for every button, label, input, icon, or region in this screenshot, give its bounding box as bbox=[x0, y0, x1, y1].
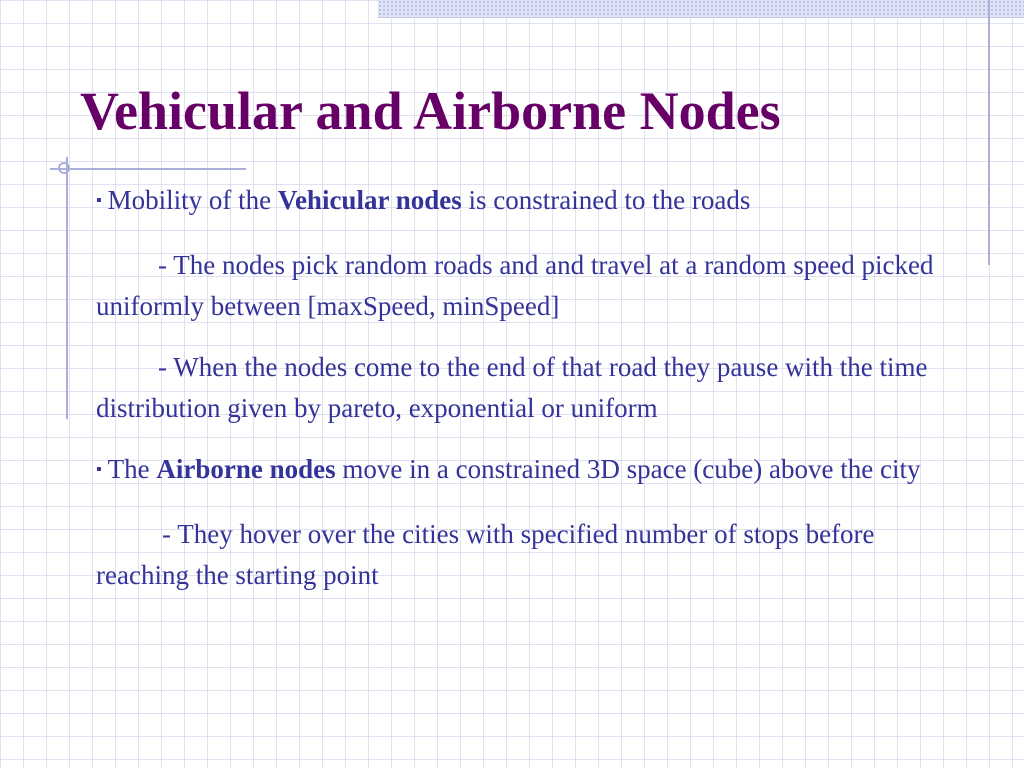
bullet-vehicular-post: is constrained to the roads bbox=[461, 185, 751, 215]
bullet-vehicular-pre: Mobility of the bbox=[107, 185, 278, 215]
bullet-airborne bbox=[96, 449, 966, 494]
right-vertical-rule bbox=[988, 0, 990, 265]
bullet-airborne-pre: The bbox=[107, 454, 157, 484]
slide-body bbox=[96, 180, 966, 596]
bullet-airborne-post: move in a constrained 3D space (cube) above the city bbox=[335, 454, 921, 484]
slide-title: Vehicular and Airborne Nodes bbox=[80, 81, 781, 141]
vehicular-sub-1: - The nodes pick random roads and and travel at a random speed picked uniformly between [maxSpeed, minSpeed] bbox=[96, 250, 934, 321]
bullet-vehicular bbox=[96, 180, 966, 225]
title-underline-rule bbox=[50, 168, 246, 170]
airborne-sub-1: - They hover over the cities with specified number of stops before reaching the starting point bbox=[96, 519, 875, 590]
rule-circle-ornament bbox=[58, 162, 70, 174]
left-vertical-rule bbox=[66, 157, 68, 419]
square-bullet-icon: ▪ bbox=[96, 192, 102, 209]
square-bullet-icon: ▪ bbox=[96, 461, 102, 478]
bullet-vehicular-bold: Vehicular nodes bbox=[277, 185, 462, 215]
top-dotted-band bbox=[378, 0, 1024, 18]
bullet-airborne-bold: Airborne nodes bbox=[156, 454, 336, 484]
vehicular-sub-2: - When the nodes come to the end of that road they pause with the time distribution given by pareto, exponential or uniform bbox=[96, 352, 928, 423]
